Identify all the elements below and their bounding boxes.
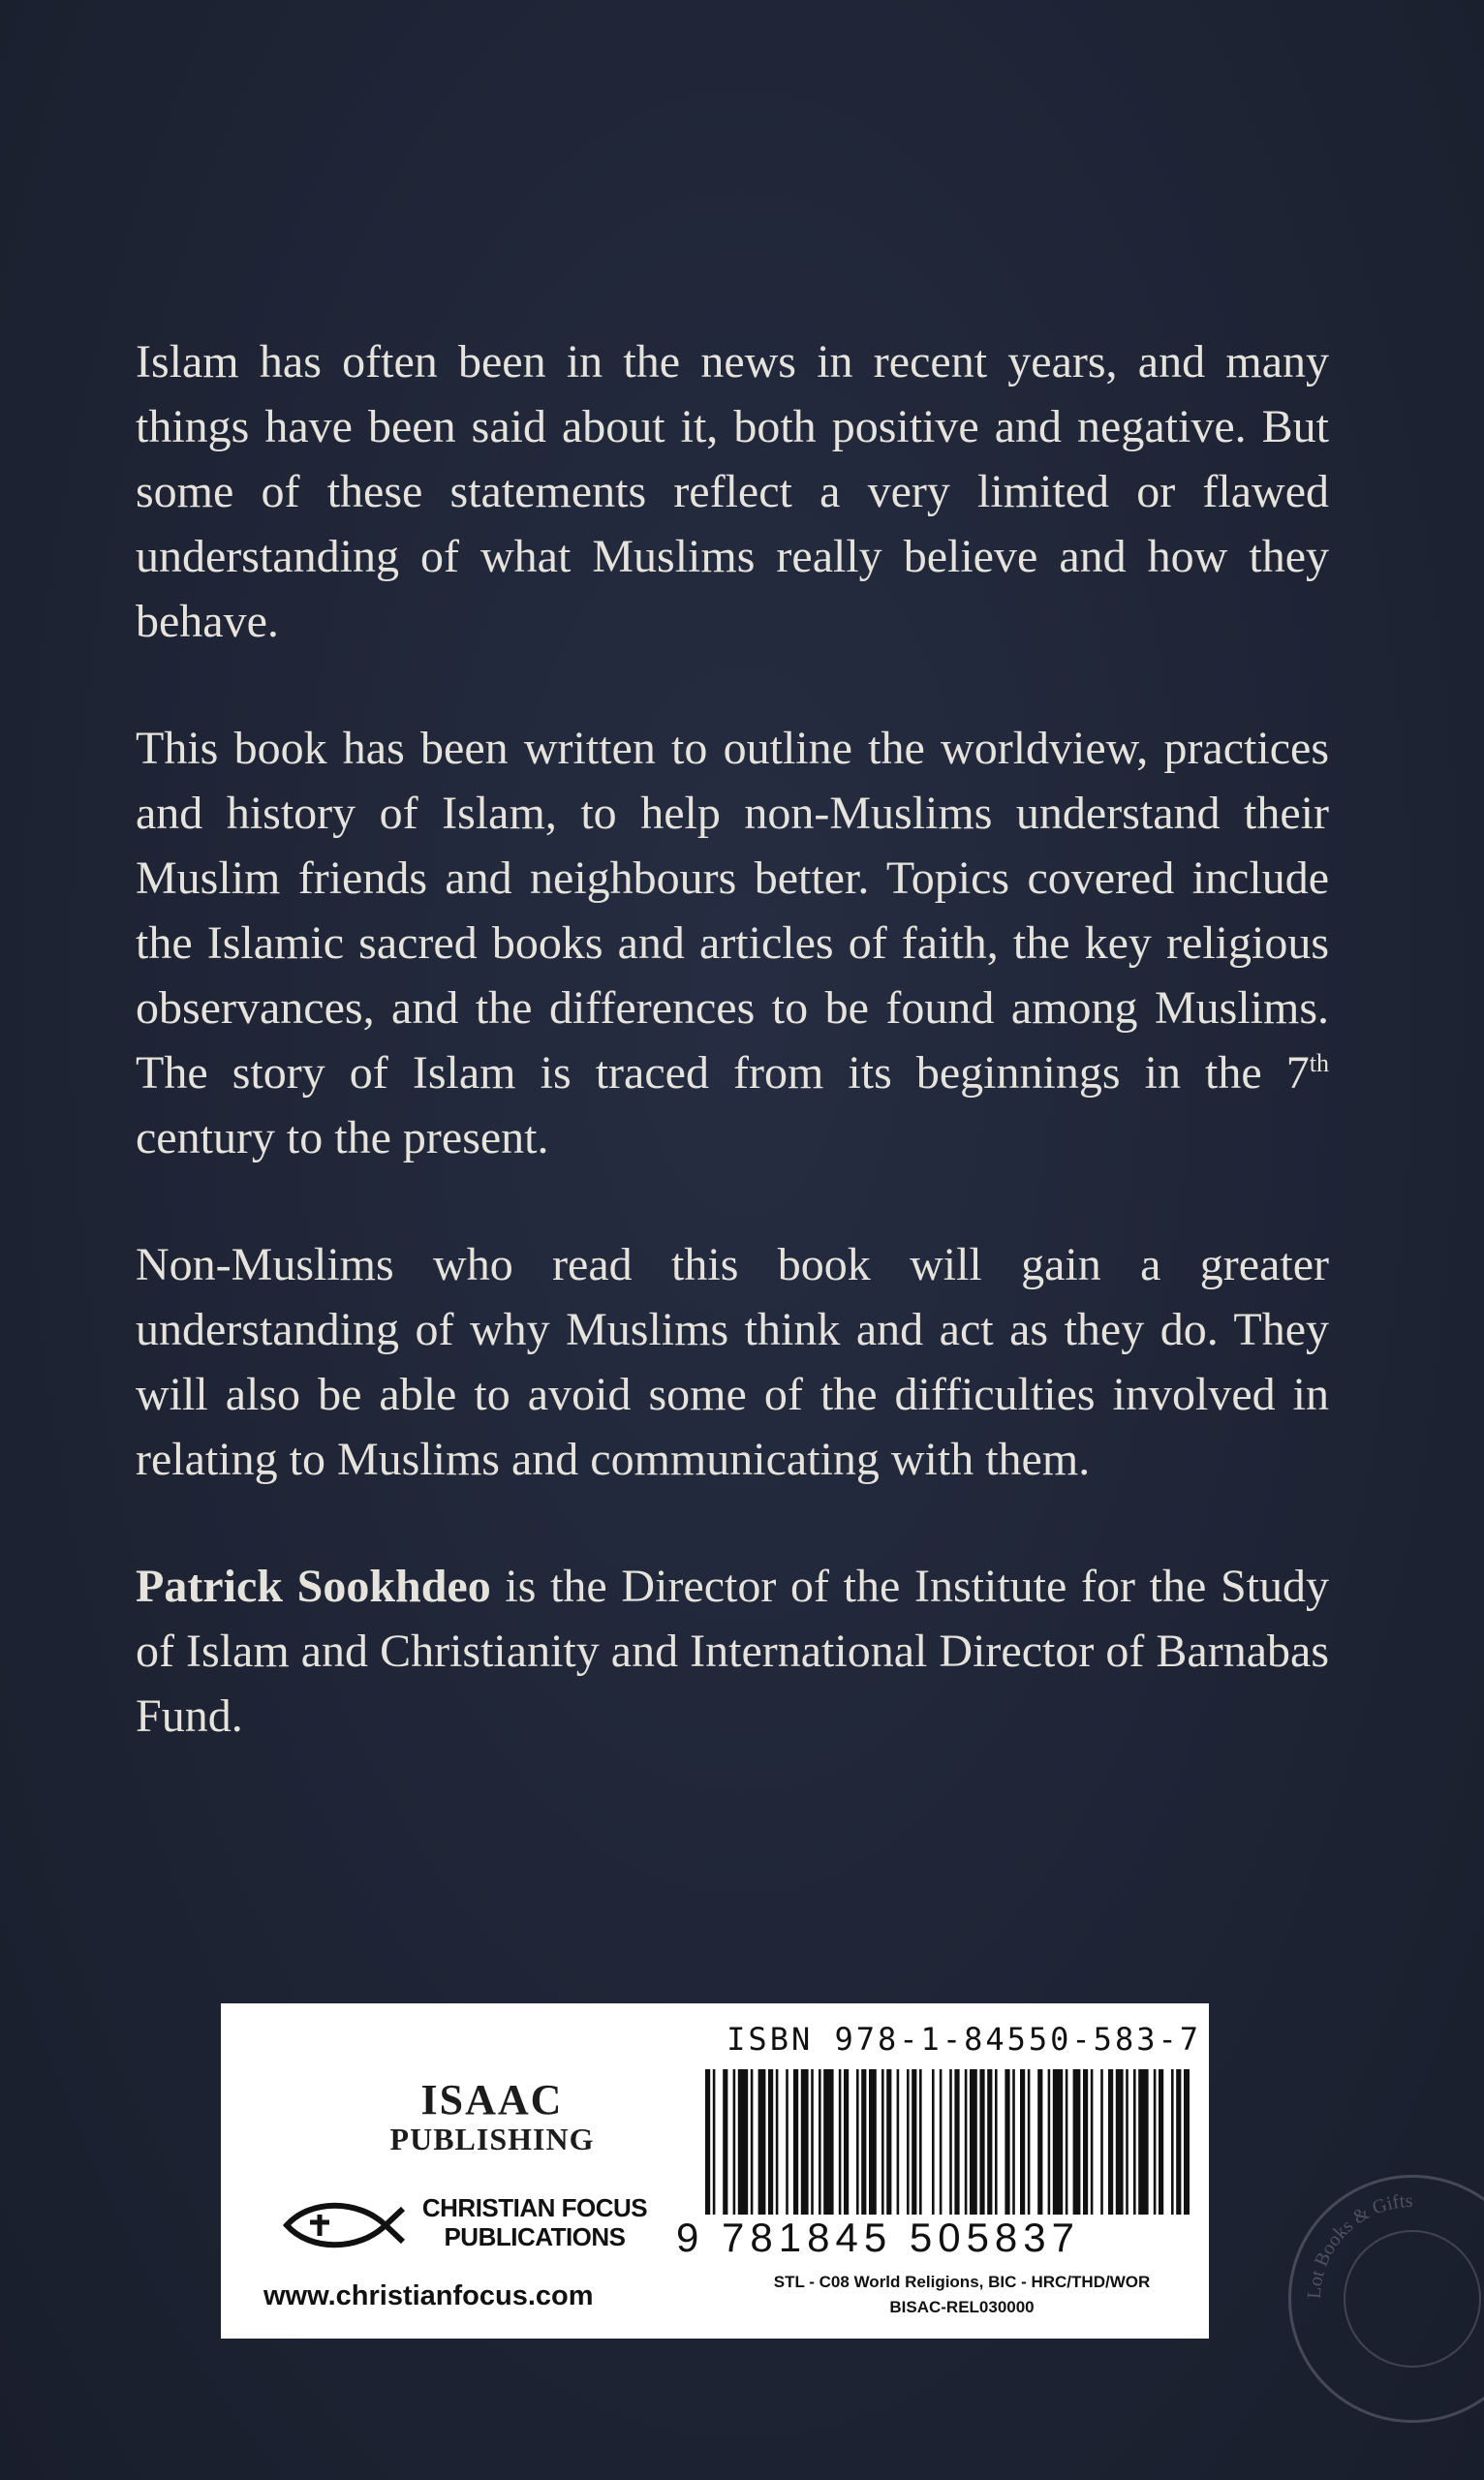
barcode-bar xyxy=(823,2069,833,2215)
fish-icon xyxy=(281,2201,407,2249)
subject-codes-line1: STL - C08 World Religions, BIC - HRC/THD/WOR xyxy=(773,2273,1151,2291)
blurb-paragraph-2-end: century to the present. xyxy=(136,1112,549,1163)
barcode-bar xyxy=(776,2069,779,2215)
barcode-bar xyxy=(1020,2069,1025,2215)
barcode-bar xyxy=(738,2069,748,2215)
barcode-bar xyxy=(1073,2069,1081,2215)
barcode-bar xyxy=(1126,2069,1128,2215)
barcode-bar xyxy=(1184,2069,1190,2215)
barcode-bar xyxy=(1108,2069,1113,2215)
barcode-bar xyxy=(839,2069,842,2215)
barcode-bar xyxy=(1100,2069,1103,2215)
publisher-name-line2: PUBLISHING xyxy=(389,2122,595,2156)
barcode-bar xyxy=(987,2069,992,2215)
barcode-bar xyxy=(907,2069,910,2215)
barcode xyxy=(705,2069,1190,2215)
isaac-publishing-logo xyxy=(366,2076,618,2156)
barcode-bar xyxy=(861,2069,866,2215)
blurb-paragraph-1: Islam has often been in the news in recent years, and many things have been said about it, both positive and negative. But some of these statements reflect a very limited or flawed understanding of what Muslims really believe and how they behave. xyxy=(136,336,1329,647)
author-bio-text: is the Director of the Institute for the Study of Islam and Christianity and International Director of Barnabas Fund. xyxy=(136,1561,1329,1742)
author-name: Patrick Sookhdeo xyxy=(136,1561,491,1612)
barcode-bar xyxy=(1053,2069,1063,2215)
barcode-bar xyxy=(949,2069,952,2215)
barcode-bar xyxy=(1176,2069,1181,2215)
barcode-bar xyxy=(1083,2069,1088,2215)
barcode-bar xyxy=(869,2069,877,2215)
barcode-bar xyxy=(1154,2069,1157,2215)
barcode-bar xyxy=(819,2069,821,2215)
barcode-bar xyxy=(940,2069,943,2215)
blurb-paragraph-2 xyxy=(136,716,1329,1170)
barcode-bar xyxy=(856,2069,859,2215)
barcode-bar xyxy=(733,2069,736,2215)
imprint-name-line1: CHRISTIAN FOCUS xyxy=(421,2193,648,2222)
barcode-bar xyxy=(1012,2069,1015,2215)
barcode-bar xyxy=(886,2069,891,2215)
barcode-bar xyxy=(801,2069,809,2215)
barcode-bar xyxy=(1159,2069,1163,2215)
barcode-bar xyxy=(995,2069,998,2215)
imprint-name-line2: PUBLICATIONS xyxy=(444,2222,626,2251)
subject-codes xyxy=(734,2270,1190,2320)
author-bio xyxy=(136,1554,1329,1749)
superscript-th: th xyxy=(1309,1049,1329,1077)
barcode-digits: 9 781845 505837 xyxy=(676,2215,1080,2260)
isbn-text: ISBN 978-1-84550-583-7 xyxy=(727,2021,1201,2058)
barcode-bar xyxy=(1028,2069,1031,2215)
barcode-bar xyxy=(954,2069,959,2215)
blurb-paragraph-2-text: This book has been written to outline the worldview, practices and history of Islam, to help non-Muslims understand their Muslim friends and neighbours better. Topics covered include the Islamic sacred books and articles of faith, the key religious observances, and the differences to be found among Muslims. The story of Islam is traced from its beginnings in the 7 xyxy=(136,723,1329,1099)
barcode-bar xyxy=(786,2069,788,2215)
blurb-paragraph-3: Non-Muslims who read this book will gain a greater understanding of why Muslims think and act as they do. They will also be able to avoid some of the difficulties involved in relating to Muslims and communicating with them. xyxy=(136,1239,1329,1485)
barcode-bar xyxy=(1171,2069,1174,2215)
barcode-bar xyxy=(881,2069,884,2215)
barcode-bar xyxy=(1037,2069,1042,2215)
barcode-bar xyxy=(768,2069,773,2215)
svg-text:Lot Books & Gifts: Lot Books & Gifts xyxy=(1303,2189,1413,2300)
barcode-bar xyxy=(965,2069,968,2215)
bookshop-stamp xyxy=(1288,2175,1484,2423)
barcode-bar xyxy=(705,2069,710,2215)
barcode-bar xyxy=(793,2069,798,2215)
publisher-name-line1: ISAAC xyxy=(420,2076,564,2124)
barcode-label xyxy=(221,2003,1209,2339)
barcode-bar xyxy=(979,2069,984,2215)
christian-focus-logo xyxy=(281,2193,668,2261)
barcode-bar xyxy=(1138,2069,1148,2215)
stamp-seal xyxy=(1291,2178,1484,2420)
barcode-bar xyxy=(811,2069,814,2215)
barcode-bar xyxy=(932,2069,935,2215)
blurb xyxy=(136,329,1329,1811)
barcode-bar xyxy=(751,2069,754,2215)
barcode-bar xyxy=(713,2069,716,2215)
barcode-bar xyxy=(919,2069,922,2215)
subject-codes-line2: BISAC-REL030000 xyxy=(889,2298,1035,2316)
barcode-bar xyxy=(723,2069,727,2215)
barcode-bar xyxy=(758,2069,766,2215)
barcode-bar xyxy=(1133,2069,1136,2215)
barcode-bar xyxy=(912,2069,916,2215)
barcode-bar xyxy=(897,2069,900,2215)
website-url: www.christianfocus.com xyxy=(263,2280,594,2311)
barcode-bar xyxy=(1048,2069,1051,2215)
barcode-bar xyxy=(1091,2069,1094,2215)
barcode-bar xyxy=(1116,2069,1124,2215)
barcode-bar xyxy=(1005,2069,1009,2215)
barcode-bar xyxy=(844,2069,849,2215)
barcode-bar xyxy=(1066,2069,1068,2215)
barcode-bar xyxy=(970,2069,977,2215)
